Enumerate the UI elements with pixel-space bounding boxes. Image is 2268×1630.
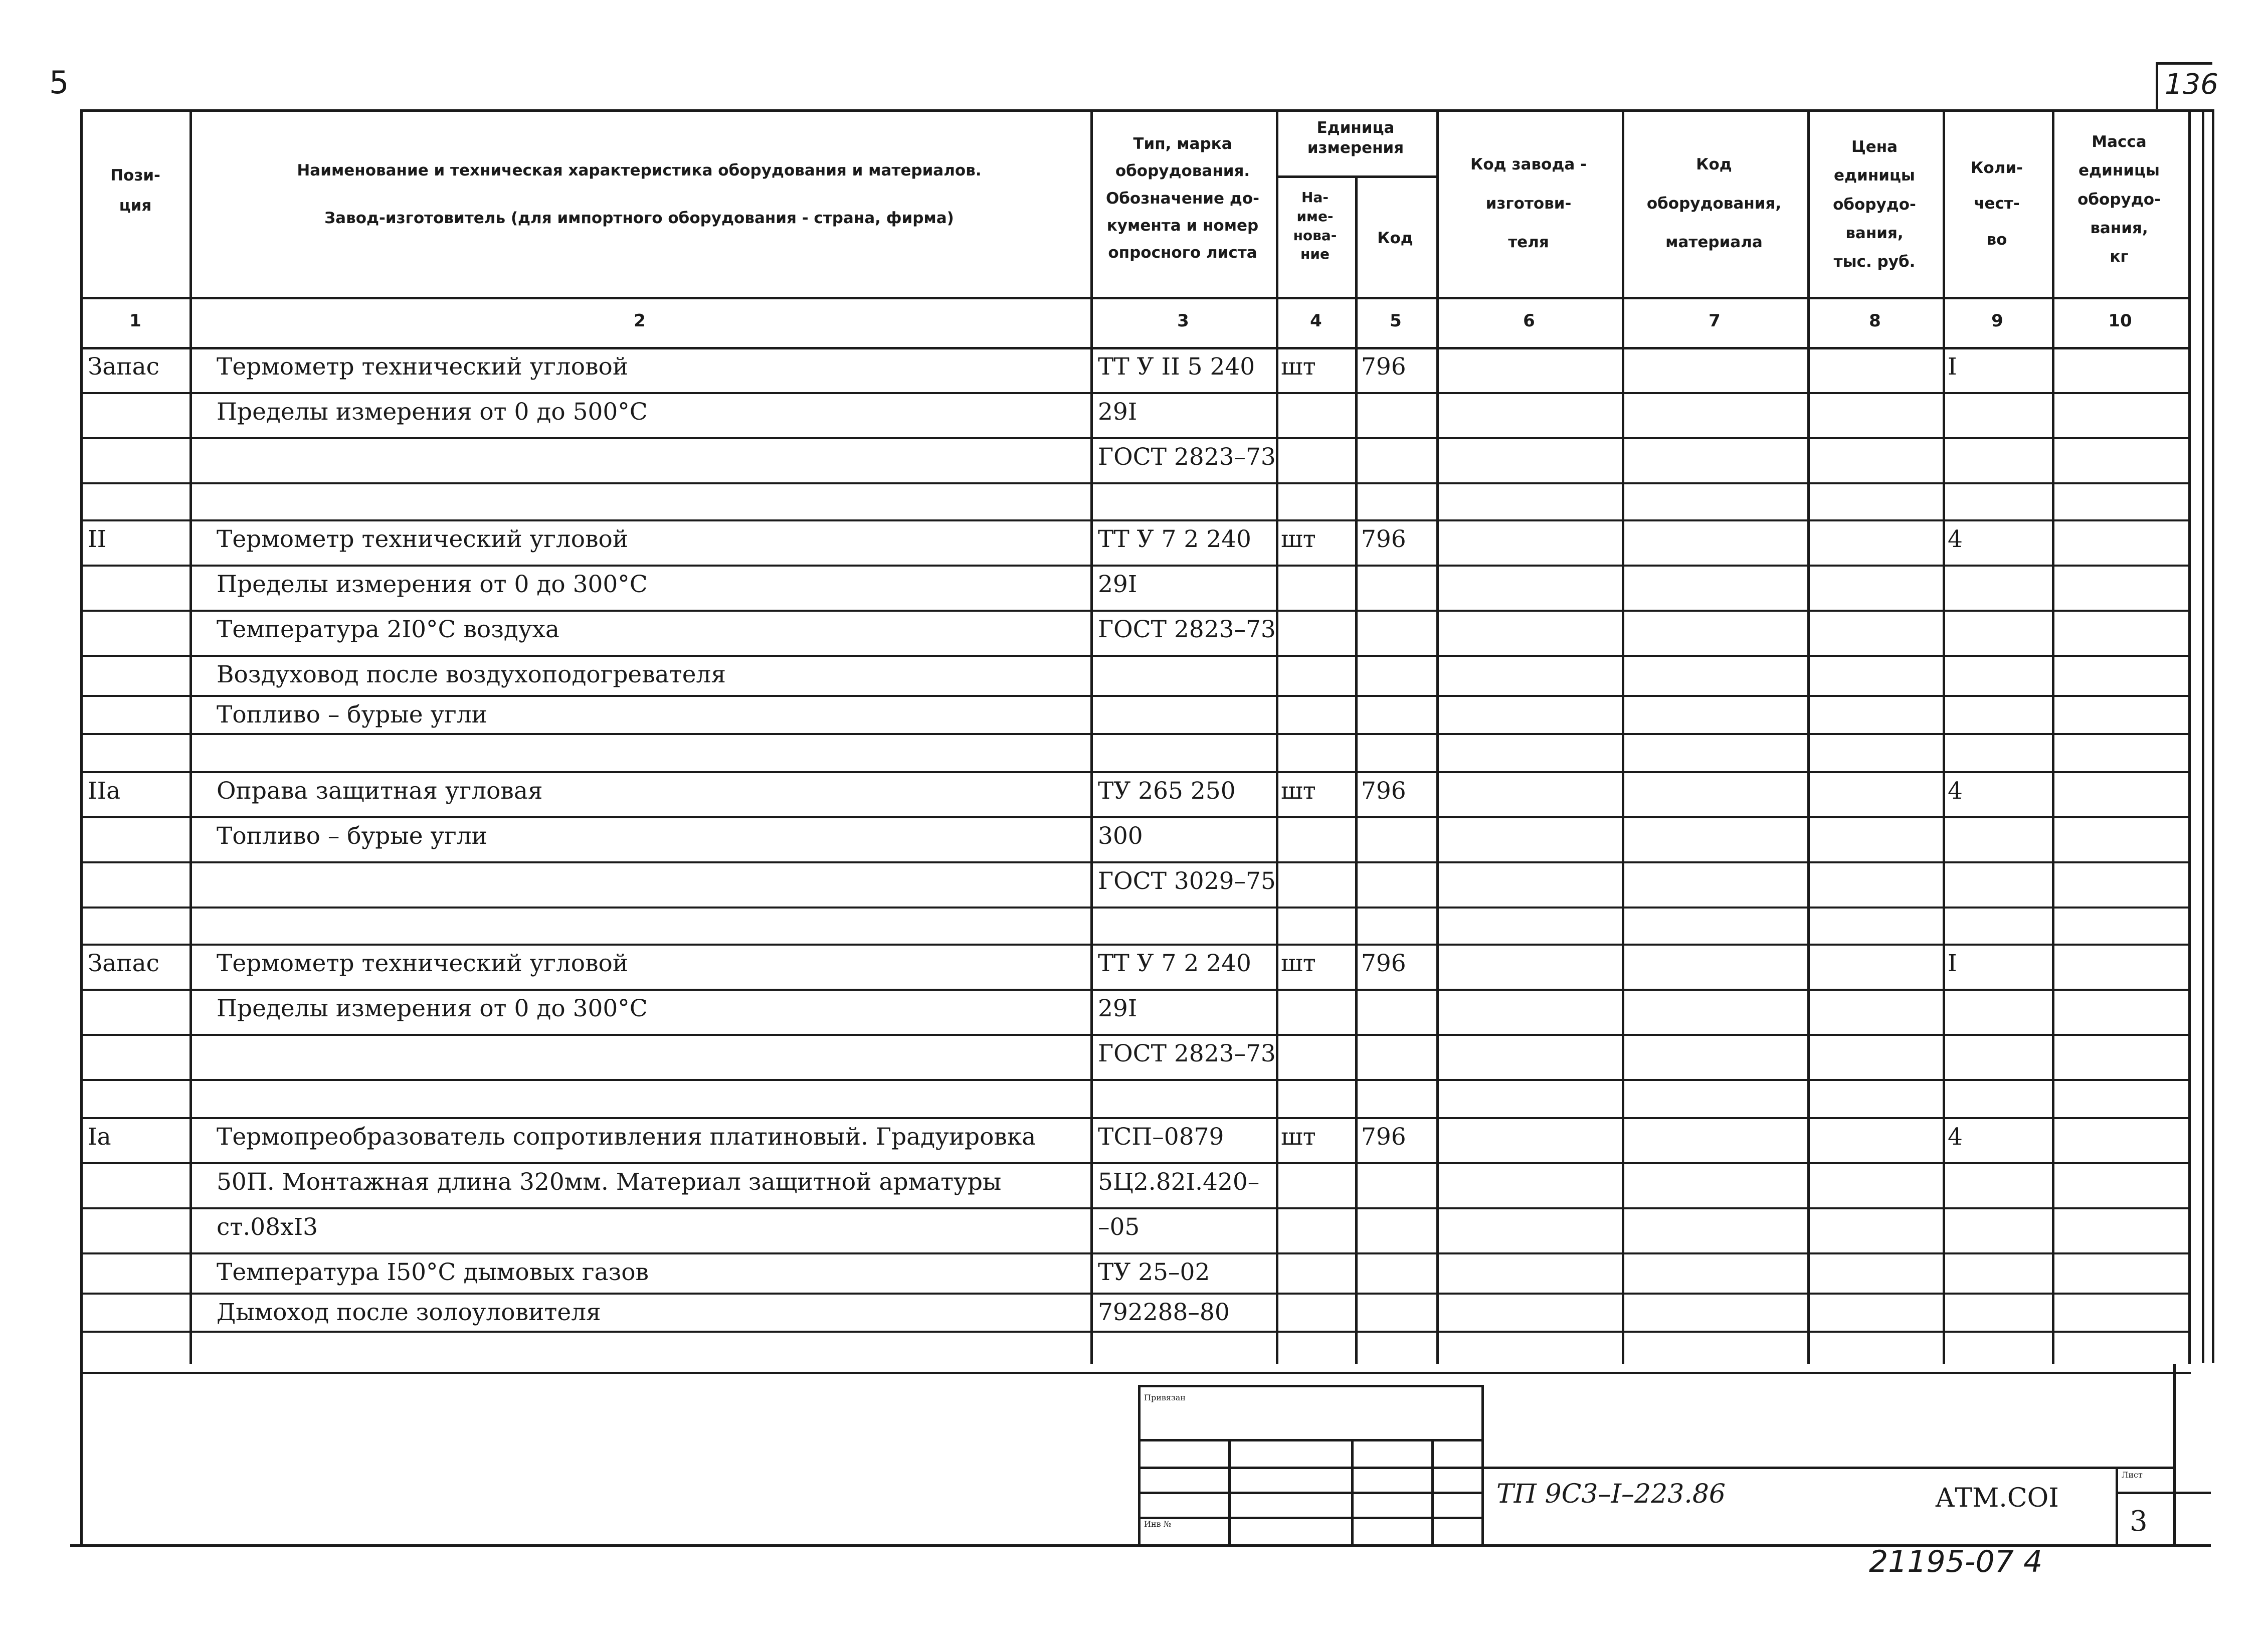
header-position: Пози- ция [110,166,160,215]
cell-name: Термометр технический угловой [217,525,629,553]
cell-type: ГОСТ 2823–73 [1098,616,1276,643]
cell-unit: шт [1281,525,1316,553]
header-name-line2: Завод-изготовитель (для импортного оборудования - страна, фирма) [324,209,954,227]
cell-type: ТТ У 7 2 240 [1098,525,1251,553]
cell-name: Термометр технический угловой [217,950,629,977]
stamp-col-2 [1351,1439,1354,1544]
cell-name: Воздуховод после воздухоподогревателя [217,661,726,688]
unit-header-split [1276,175,1436,178]
row-line [80,610,2191,612]
cell-type: 29I [1098,995,1138,1022]
cell-name: Пределы измерения от 0 до 300°С [217,995,648,1022]
header-mass: Масса единицы оборудо- вания, кг [2077,133,2161,266]
cell-unit: шт [1281,950,1316,977]
stamp-sheet-label: Лист [2122,1470,2143,1480]
cell-name: Дымоход после золоуловителя [217,1299,601,1326]
cell-name: Топливо – бурые угли [217,822,487,850]
corner-number-left: 5 [49,64,69,101]
cell-qty: 4 [1948,777,1963,805]
stamp-top [1138,1385,1484,1387]
row-line [80,733,2191,735]
number-row-bottom [80,347,2191,349]
cell-type: 5Ц2.82I.420– [1098,1168,1260,1196]
cell-type: ТУ 265 250 [1098,777,1236,805]
header-name-line1: Наименование и техническая характеристика оборудования и материалов. [297,161,982,179]
stamp-col-3 [1431,1439,1434,1544]
cell-code: 796 [1361,1123,1406,1151]
frame-right-inner [2202,109,2204,1363]
stamp-bound-label: Привязан [1144,1393,1186,1402]
column-number-5: 5 [1390,311,1402,331]
cell-pos: II [88,525,107,553]
cell-name: Термометр технический угловой [217,353,629,381]
header-bottom [80,297,2191,299]
row-line [80,861,2191,863]
cell-type: 29I [1098,398,1138,426]
cell-code: 796 [1361,525,1406,553]
frame-right [2212,109,2214,1363]
cell-code: 796 [1361,777,1406,805]
row-line [80,695,2191,697]
stamp-col-1 [1228,1439,1231,1544]
cell-pos: Запас [88,353,159,381]
cell-type: ТУ 25–02 [1098,1258,1210,1286]
page-number: 136 [2165,68,2218,101]
cell-type: 792288–80 [1098,1299,1230,1326]
cell-name: Пределы измерения от 0 до 300°С [217,571,648,598]
header-type: Тип, марка оборудования. Обозначение до- кумента и номер опросного листа [1105,135,1260,262]
header-quantity: Коли- чест- во [1971,159,2023,249]
cell-name: Температура 2I0°С воздуха [217,616,559,643]
header-equipment-code: Код оборудования, материала [1646,155,1782,251]
cell-type: ТСП–0879 [1098,1123,1224,1151]
row-line [80,565,2191,567]
bottom-registration-number: 21195-07 4 [1869,1544,2043,1579]
column-number-1: 1 [129,311,141,331]
column-number-6: 6 [1523,311,1535,331]
cell-type: ТТ У II 5 240 [1098,353,1255,381]
row-line [80,1117,2191,1119]
cell-name: Термопреобразователь сопротивления платиновый. Градуировка [217,1123,1036,1151]
row-line [80,1034,2191,1036]
stamp-sheet-number: 3 [2130,1505,2148,1538]
header-factory-code: Код завода - изготови- теля [1470,155,1587,251]
row-line [80,482,2191,484]
cell-qty: 4 [1948,525,1963,553]
cell-qty: I [1948,353,1957,381]
cell-unit: шт [1281,1123,1316,1151]
cell-type: ГОСТ 2823–73 [1098,1040,1276,1067]
sheet-box-split [2116,1492,2211,1494]
row-line [80,1079,2191,1081]
cell-pos: Запас [88,950,159,977]
row-line [80,1293,2191,1295]
row-line [80,437,2191,439]
row-line [80,655,2191,657]
cell-type: ГОСТ 2823–73 [1098,443,1276,471]
cell-type: ГОСТ 3029–75 [1098,867,1276,895]
row-line [80,771,2191,773]
stamp-right [1481,1385,1484,1544]
column-number-7: 7 [1709,311,1721,331]
cell-pos: Iа [88,1123,111,1151]
row-line [80,392,2191,394]
cell-name: 50П. Монтажная длина 320мм. Материал защитной арматуры [217,1168,1002,1196]
cell-name: ст.08хI3 [217,1213,318,1241]
cell-unit: шт [1281,353,1316,381]
cell-qty: I [1948,950,1957,977]
cell-code: 796 [1361,950,1406,977]
sheet-box-left [2116,1467,2118,1544]
row-line [80,1207,2191,1209]
cell-type: ТТ У 7 2 240 [1098,950,1251,977]
cell-qty: 4 [1948,1123,1963,1151]
column-number-9: 9 [1991,311,2003,331]
cell-name: Топливо – бурые угли [217,701,487,729]
column-number-3: 3 [1177,311,1189,331]
row-line [80,1162,2191,1164]
frame-left [80,109,83,1544]
row-line [80,816,2191,818]
cell-name: Оправа защитная угловая [217,777,543,805]
cell-code: 796 [1361,353,1406,381]
row-line [80,1331,2191,1333]
column-number-8: 8 [1869,311,1881,331]
row-line [80,944,2191,946]
row-line [80,1252,2191,1254]
cell-type: –05 [1098,1213,1140,1241]
cell-type: 29I [1098,571,1138,598]
frame-top [80,109,2214,112]
column-number-10: 10 [2108,311,2132,331]
header-unit-name: На- име- нова- ние [1293,189,1337,263]
cell-type: 300 [1098,822,1143,850]
header-unit-code: Код [1377,229,1413,247]
stamp-document-code: ТП 9С3–I–223.86 [1496,1479,1726,1509]
column-number-2: 2 [634,311,646,331]
cell-name: Температура I50°С дымовых газов [217,1258,649,1286]
cell-pos: IIа [88,777,121,805]
cell-name: Пределы измерения от 0 до 500°С [217,398,648,426]
row-line [80,907,2191,909]
frame-right-lower [2173,1364,2176,1544]
stamp-inv-label: Инв № [1144,1519,1171,1529]
stamp-left [1138,1385,1141,1544]
row-line [80,1372,2191,1374]
stamp-mark: АТМ.СОI [1935,1483,2059,1513]
row-line [80,989,2191,991]
header-unit: Единица измерения [1307,119,1404,157]
stamp-title-top [1481,1467,2173,1469]
header-price: Цена единицы оборудо- вания, тыс. руб. [1833,138,1916,271]
row-line [80,519,2191,521]
column-number-4: 4 [1310,311,1322,331]
cell-unit: шт [1281,777,1316,805]
column-line [1355,175,1358,1364]
